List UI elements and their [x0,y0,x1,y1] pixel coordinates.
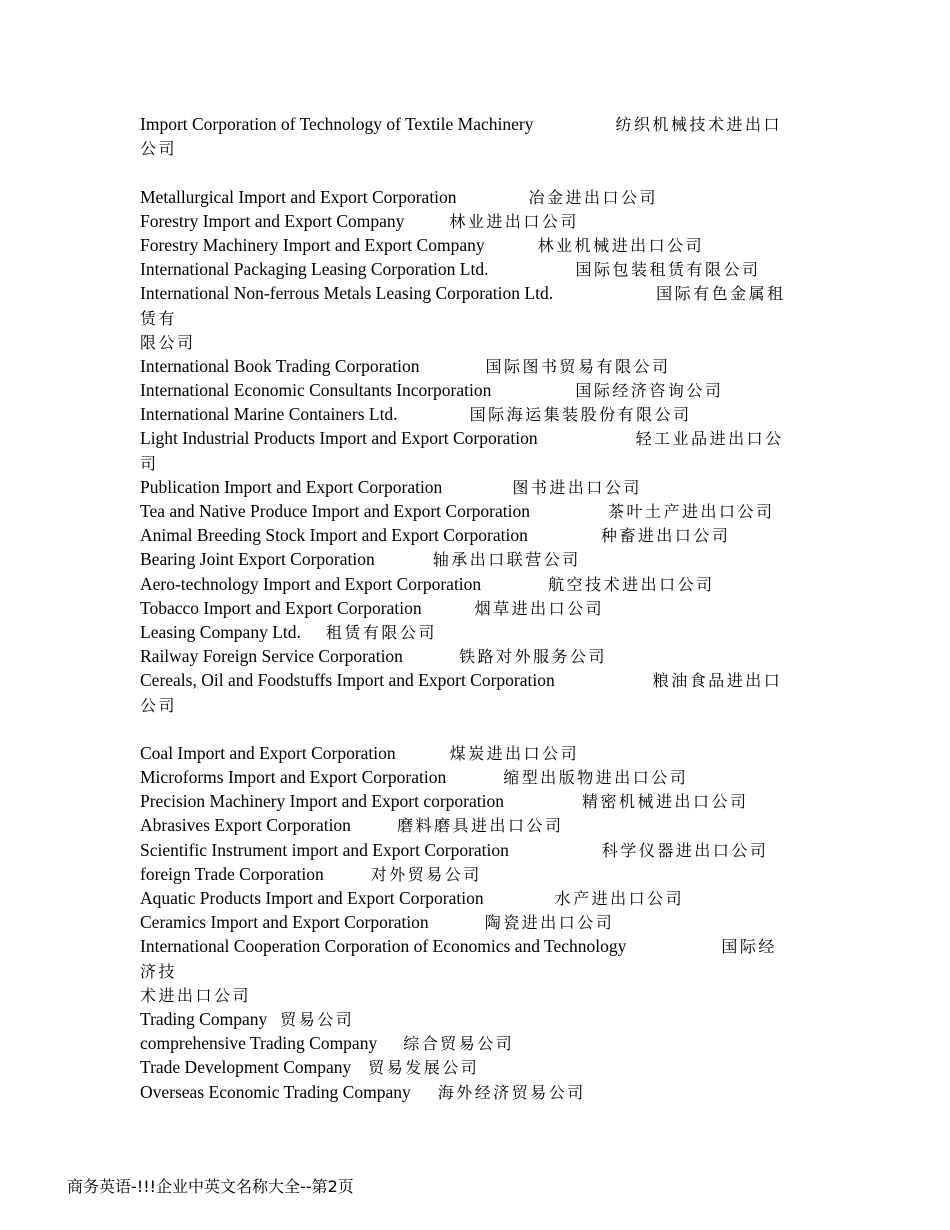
entry-line [140,378,812,402]
chinese-name: 图书进出口公司 [512,477,642,497]
english-name: Aero-technology Import and Export Corporation [140,573,482,594]
english-name: Tobacco Import and Export Corporation [140,597,422,618]
chinese-name-wrap: 济技 [140,961,178,981]
entry-line [140,910,812,934]
chinese-name-continuation [140,959,812,983]
entry-line [140,620,812,644]
chinese-name: 轴承出口联营公司 [432,550,581,570]
chinese-name-wrap: 赁有 [140,308,178,328]
chinese-name-continuation [140,983,812,1007]
chinese-name: 纺织机械技术进出口 [615,115,782,134]
chinese-name-continuation [140,451,812,475]
english-name: Cereals, Oil and Foodstuffs Import and Export Corporation [140,670,555,691]
chinese-name-continuation [140,330,812,354]
entry-list [140,112,812,1104]
english-name: International Book Trading Corporation [140,355,420,376]
chinese-name: 国际图书贸易有限公司 [485,356,671,376]
chinese-name: 煤炭进出口公司 [449,743,580,763]
chinese-name-wrap: 术进出口公司 [140,985,252,1005]
english-name: Import Corporation of Technology of Textile Machinery [140,114,534,134]
chinese-name: 贸易发展公司 [368,1058,480,1078]
chinese-name: 烟草进出口公司 [474,598,605,618]
entry-line [140,233,812,257]
english-name: foreign Trade Corporation [140,863,324,884]
entry-line [140,402,812,426]
entry-line [140,257,812,281]
entry-line [140,1007,812,1031]
entry-line [140,813,812,837]
english-name: Scientific Instrument import and Export Corporation [140,839,509,860]
chinese-name-continuation [140,693,812,717]
english-name: Precision Machinery Import and Export corporation [140,791,504,812]
english-name: International Non-ferrous Metals Leasing Corporation Ltd. [140,283,554,304]
chinese-name: 种畜进出口公司 [600,526,731,546]
english-name: Leasing Company Ltd. [140,621,301,642]
chinese-name-wrap: 限公司 [140,332,196,352]
english-name: comprehensive Trading Company [140,1033,378,1054]
entry-line [140,934,812,958]
english-name: Trading Company [140,1008,268,1029]
chinese-name: 铁路对外服务公司 [458,647,607,667]
english-name: International Marine Containers Ltd. [140,404,398,425]
english-name: Tea and Native Produce Import and Export Corporation [140,501,530,521]
chinese-name-continuation [140,306,812,330]
entry-line [140,185,812,209]
english-name: Railway Foreign Service Corporation [140,646,403,667]
english-name: Abrasives Export Corporation [140,815,351,836]
entry-line [140,547,812,571]
entry-line [140,572,812,596]
chinese-name: 国际经济咨询公司 [575,381,724,401]
chinese-name: 冶金进出口公司 [528,187,659,207]
english-name: Coal Import and Export Corporation [140,742,396,763]
entry-line [140,789,812,813]
chinese-name: 海外经济贸易公司 [437,1082,586,1102]
english-name: Trade Development Company [140,1057,352,1078]
entry-line [140,354,812,378]
chinese-name: 磨料磨具进出口公司 [396,816,564,836]
chinese-name: 国际包装租赁有限公司 [575,260,761,280]
entry-line [140,1080,812,1104]
chinese-name: 缩型出版物进出口公司 [503,768,689,788]
english-name: International Economic Consultants Incorporation [140,380,492,401]
blank-line [140,717,812,741]
entry-line [140,1031,812,1055]
entry-line [140,741,812,765]
entry-line [140,644,812,668]
chinese-name: 水产进出口公司 [554,889,685,908]
entry-line [140,596,812,620]
chinese-name: 综合贸易公司 [403,1034,515,1054]
chinese-name: 轻工业品进出口公 [635,429,784,449]
entry-line [140,838,812,862]
english-name: Animal Breeding Stock Import and Export Corporation [140,525,528,546]
chinese-name-wrap: 公司 [140,695,178,715]
chinese-name-wrap: 司 [140,453,159,473]
english-name: International Packaging Leasing Corporation Ltd. [140,259,489,280]
blank-line [140,160,812,184]
chinese-name: 陶瓷进出口公司 [484,913,615,933]
english-name: Forestry Import and Export Company [140,210,405,231]
english-name: Light Industrial Products Import and Export Corporation [140,428,538,449]
english-name: Metallurgical Import and Export Corporation [140,186,457,207]
english-name: Bearing Joint Export Corporation [140,549,375,570]
chinese-name: 对外贸易公司 [370,864,482,884]
english-name: International Cooperation Corporation of Economics and Technology [140,936,627,957]
entry-line [140,1055,812,1079]
chinese-name: 林业机械进出口公司 [537,235,705,255]
entry-line [140,112,812,136]
english-name: Aquatic Products Import and Export Corporation [140,888,484,908]
chinese-name-continuation [140,136,812,160]
chinese-name: 贸易公司 [280,1009,355,1029]
entry-line [140,281,812,305]
entry-line [140,209,812,233]
chinese-name: 租赁有限公司 [325,622,437,642]
chinese-name: 精密机械进出口公司 [582,792,749,812]
chinese-name-wrap: 公司 [140,139,178,159]
entry-line [140,668,812,692]
chinese-name: 国际海运集装股份有限公司 [469,405,692,425]
entry-line [140,886,812,910]
entry-line [140,499,812,523]
english-name: Overseas Economic Trading Company [140,1081,411,1102]
entry-line [140,765,812,789]
chinese-name: 国际有色金属租 [656,284,786,304]
chinese-name: 航空技术进出口公司 [548,574,715,594]
english-name: Forestry Machinery Import and Export Company [140,234,485,255]
entry-line [140,475,812,499]
entry-line [140,862,812,886]
entry-line [140,426,812,450]
chinese-name: 茶叶土产进出口公司 [607,502,775,521]
chinese-name: 科学仪器进出口公司 [601,840,769,860]
page-footer: 商务英语-!!!企业中英文名称大全--第2页 [67,1177,354,1196]
english-name: Microforms Import and Export Corporation [140,767,447,788]
chinese-name: 国际经 [721,937,777,957]
entry-line [140,523,812,547]
english-name: Publication Import and Export Corporation [140,476,443,497]
chinese-name: 粮油食品进出口 [652,671,783,691]
english-name: Ceramics Import and Export Corporation [140,912,429,933]
chinese-name: 林业进出口公司 [449,211,579,231]
